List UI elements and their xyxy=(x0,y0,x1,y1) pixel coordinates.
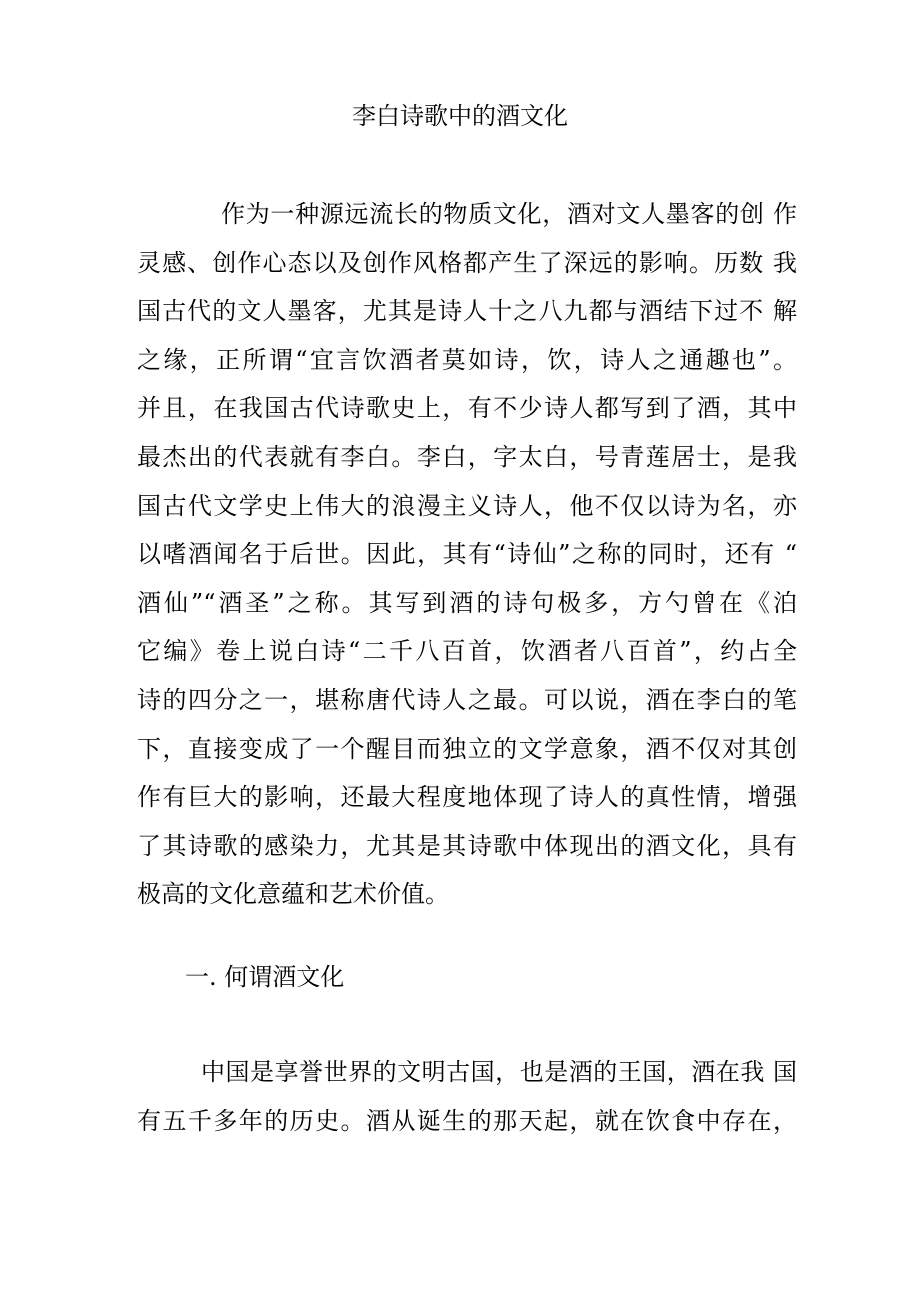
document-title: 李白诗歌中的酒文化 xyxy=(352,102,568,130)
intro-paragraph xyxy=(137,190,797,919)
paragraph-line: 它编》卷上说白诗“二千八百首，饮酒者八百首”，约占全 xyxy=(137,637,797,666)
paragraph-line: 中国是享誉世界的文明古国，也是酒的王国，酒在我 国 xyxy=(201,1058,797,1086)
paragraph-line: 了其诗歌的感染力，尤其是其诗歌中体现出的酒文化，具有 xyxy=(137,831,797,860)
paragraph-line: 作有巨大的影响，还最大程度地体现了诗人的真性情，增强 xyxy=(137,783,797,812)
section-heading: 一. 何谓酒文化 xyxy=(185,963,345,991)
paragraph-line: 之缘，正所谓“宜言饮酒者莫如诗，饮，诗人之通趣也”。 xyxy=(137,345,797,374)
paragraph-line: 酒仙”“酒圣”之称。其写到酒的诗句极多，方勺曾在《泊 xyxy=(137,588,797,617)
paragraph-line: 有五千多年的历史。酒从诞生的那天起，就在饮食中存在， xyxy=(137,1106,797,1135)
paragraph-line: 最杰出的代表就有李白。李白，字太白，号青莲居士，是我 xyxy=(137,442,797,471)
paragraph-line: 国古代文学史上伟大的浪漫主义诗人，他不仅以诗为名，亦 xyxy=(137,491,797,520)
paragraph-line: 并且，在我国古代诗歌史上，有不少诗人都写到了酒，其中 xyxy=(137,394,797,423)
paragraph-line: 作为一种源远流长的物质文化，酒对文人墨客的创 作 xyxy=(221,200,797,228)
paragraph-line: 灵感、创作心态以及创作风格都产生了深远的影响。历数 我 xyxy=(137,248,797,277)
section-paragraph xyxy=(137,1048,797,1145)
paragraph-line: 极高的文化意蕴和艺术价值。 xyxy=(137,880,449,909)
paragraph-line: 诗的四分之一，堪称唐代诗人之最。可以说，酒在李白的笔 xyxy=(137,685,797,714)
paragraph-line: 下，直接变成了一个醒目而独立的文学意象，酒不仅对其创 xyxy=(137,734,797,763)
paragraph-line: 国古代的文人墨客，尤其是诗人十之八九都与酒结下过不 解 xyxy=(137,297,797,326)
paragraph-line: 以嗜酒闻名于后世。因此，其有“诗仙”之称的同时，还有 “ xyxy=(137,540,797,569)
